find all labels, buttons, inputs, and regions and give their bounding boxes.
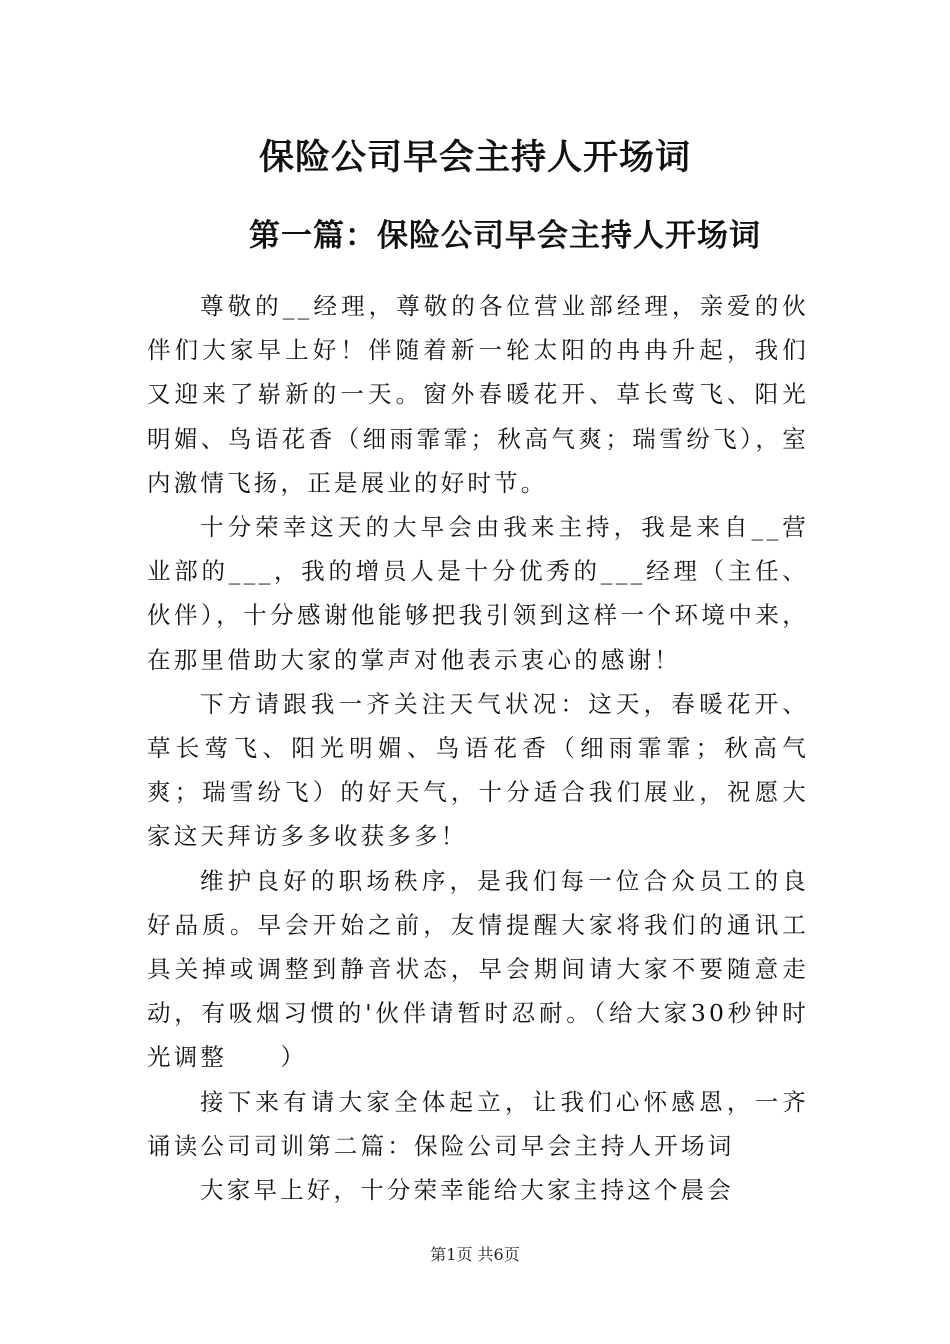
paragraph-weather: 下方请跟我一齐关注天气状况：这天，春暖花开、草长莺飞、阳光明媚、鸟语花香（细雨霏霏；秋高气爽；瑞雪纷飞）的好天气，十分适合我们展业，祝愿大家这天拜访多多收获多多！ xyxy=(147,689,809,851)
paragraph-second-greeting: 大家早上好，十分荣幸能给大家主持这个晨会 xyxy=(200,1176,734,1205)
section-title: 第一篇：保险公司早会主持人开场词 xyxy=(249,218,761,254)
document-body xyxy=(147,284,809,1212)
document-title: 保险公司早会主持人开场词 xyxy=(258,137,691,178)
page-footer: 第1页 共6页 xyxy=(430,1245,520,1264)
paragraph-order-reminder: 维护良好的职场秩序，是我们每一位合众员工的良好品质。早会开始之前，友情提醒大家将我们的通讯工具关掉或调整到静音状态，早会期间请大家不要随意走动，有吸烟习惯的'伙伴请暂时忍耐。（给大家30秒钟时光调整 ） xyxy=(147,866,809,1072)
paragraph-host-intro: 十分荣幸这天的大早会由我来主持，我是来自__营业部的___，我的增员人是十分优秀的___经理（主任、伙伴），十分感谢他能够把我引领到这样一个环境中来，在那里借助大家的掌声对他表示衷心的感谢！ xyxy=(147,513,809,674)
paragraph-company-motto: 接下来有请大家全体起立，让我们心怀感恩，一齐诵读公司司训第二篇：保险公司早会主持人开场词 xyxy=(147,1087,809,1160)
paragraph-greeting: 尊敬的__经理，尊敬的各位营业部经理，亲爱的伙伴们大家早上好！伴随着新一轮太阳的冉冉升起，我们又迎来了崭新的一天。窗外春暖花开、草长莺飞、阳光明媚、鸟语花香（细雨霏霏；秋高气爽；瑞雪纷飞），室内激情飞扬，正是展业的好时节。 xyxy=(147,292,809,497)
